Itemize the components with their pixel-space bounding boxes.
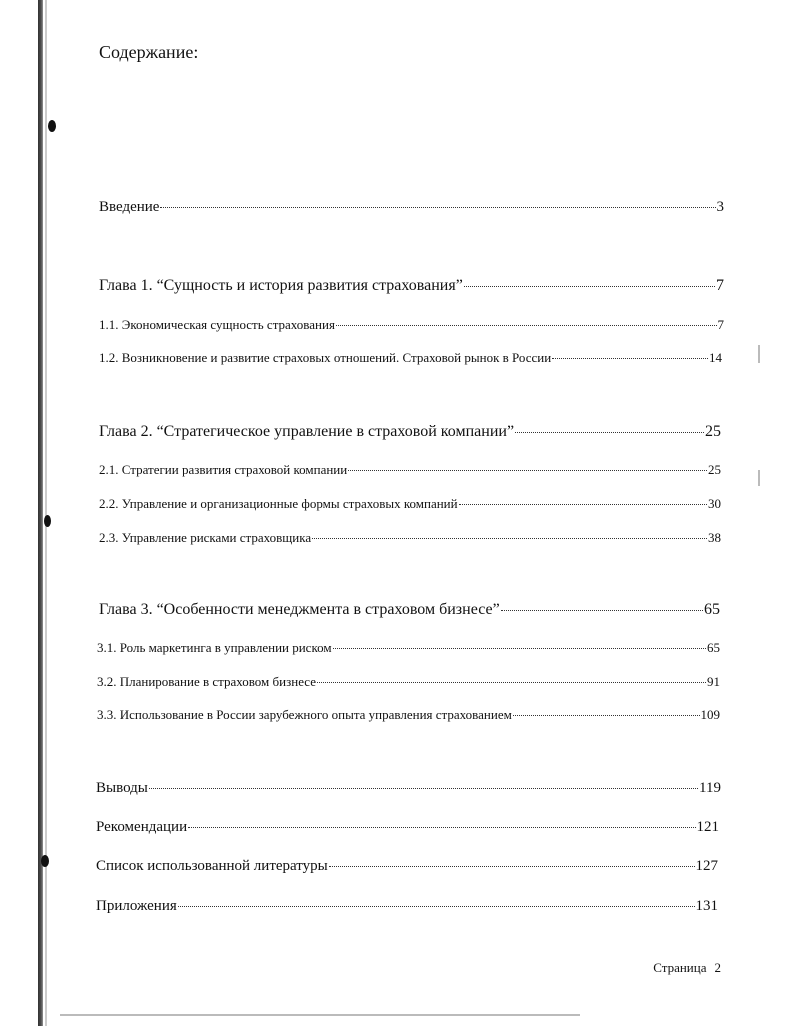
leader-dots <box>160 207 715 208</box>
toc-entry-label: Глава 2. “Стратегическое управление в страховой компании” <box>99 423 515 440</box>
leader-dots <box>513 715 700 716</box>
toc-entry-page: 127 <box>695 858 718 874</box>
leader-dots <box>333 648 706 649</box>
leader-dots <box>464 286 715 287</box>
toc-entry-page: 65 <box>707 640 720 655</box>
binding-shadow-faint <box>45 0 47 1026</box>
leader-dots <box>329 866 695 867</box>
page-number: 2 <box>714 960 721 975</box>
toc-entry-recommendations[interactable] <box>96 819 719 836</box>
toc-entry-page: 121 <box>696 819 719 835</box>
scan-mark <box>758 345 760 363</box>
toc-entry-label: Глава 1. “Сущность и история развития страхования” <box>99 277 463 294</box>
leader-dots <box>552 358 708 359</box>
toc-section-2-2[interactable] <box>99 496 721 512</box>
toc-entry-page: 30 <box>708 496 721 511</box>
toc-entry-page: 25 <box>708 462 721 477</box>
toc-entry-page: 65 <box>704 601 720 618</box>
toc-entry-label: Рекомендации <box>96 819 188 835</box>
toc-chapter-3[interactable] <box>99 601 720 619</box>
binding-hole-mark <box>44 515 51 527</box>
scan-mark <box>758 470 760 486</box>
toc-entry-label: 3.3. Использование в России зарубежного опыта управления страхованием <box>97 707 512 722</box>
toc-entry-page: 3 <box>716 199 724 215</box>
leader-dots <box>149 788 698 789</box>
toc-section-3-3[interactable] <box>97 707 720 723</box>
page-footer <box>653 960 721 976</box>
toc-entry-bibliography[interactable] <box>96 858 718 875</box>
toc-chapter-1[interactable] <box>99 277 724 295</box>
leader-dots <box>317 682 706 683</box>
leader-dots <box>501 610 703 611</box>
leader-dots <box>459 504 707 505</box>
leader-dots <box>515 432 704 433</box>
toc-section-1-2[interactable] <box>99 350 722 366</box>
toc-chapter-2[interactable] <box>99 423 721 441</box>
toc-entry-appendices[interactable] <box>96 898 718 915</box>
toc-entry-label: Введение <box>99 199 160 215</box>
toc-entry-page: 7 <box>717 317 724 332</box>
toc-entry-label: 2.3. Управление рисками страховщика <box>99 530 312 545</box>
binding-hole-mark <box>48 120 56 132</box>
toc-entry-page: 131 <box>695 898 718 914</box>
toc-entry-page: 38 <box>708 530 721 545</box>
toc-entry-label: 2.2. Управление и организационные формы страховых компаний <box>99 496 458 511</box>
toc-section-3-1[interactable] <box>97 640 720 656</box>
page-title: Содержание: <box>99 42 199 62</box>
toc-entry-label: 1.1. Экономическая сущность страхования <box>99 317 335 332</box>
page-bottom-edge <box>60 1014 580 1016</box>
toc-entry-label: 3.1. Роль маркетинга в управлении риском <box>97 640 332 655</box>
binding-shadow <box>38 0 43 1026</box>
toc-section-1-1[interactable] <box>99 317 724 333</box>
toc-entry-page: 25 <box>705 423 721 440</box>
toc-entry-label: Список использованной литературы <box>96 858 328 874</box>
toc-section-2-1[interactable] <box>99 462 721 478</box>
binding-hole-mark <box>41 855 49 867</box>
leader-dots <box>312 538 707 539</box>
toc-entry-label: Глава 3. “Особенности менеджмента в страховом бизнесе” <box>99 601 500 618</box>
toc-entry-label: 3.2. Планирование в страховом бизнесе <box>97 674 316 689</box>
toc-entry-label: Выводы <box>96 780 148 796</box>
toc-entry-page: 14 <box>709 350 722 365</box>
leader-dots <box>178 906 695 907</box>
footer-label: Страница <box>653 960 707 975</box>
leader-dots <box>188 827 695 828</box>
toc-entry-intro[interactable] <box>99 199 724 216</box>
toc-entry-page: 7 <box>716 277 724 294</box>
toc-entry-label: 1.2. Возникновение и развитие страховых отношений. Страховой рынок в России <box>99 350 552 365</box>
leader-dots <box>348 470 707 471</box>
toc-entry-page: 109 <box>700 707 720 722</box>
toc-entry-label: 2.1. Стратегии развития страховой компании <box>99 462 348 477</box>
toc-section-3-2[interactable] <box>97 674 720 690</box>
toc-entry-page: 119 <box>699 780 721 796</box>
toc-section-2-3[interactable] <box>99 530 721 546</box>
toc-entry-label: Приложения <box>96 898 177 914</box>
toc-entry-page: 91 <box>707 674 720 689</box>
toc-entry-conclusions[interactable] <box>96 780 721 797</box>
leader-dots <box>336 325 717 326</box>
